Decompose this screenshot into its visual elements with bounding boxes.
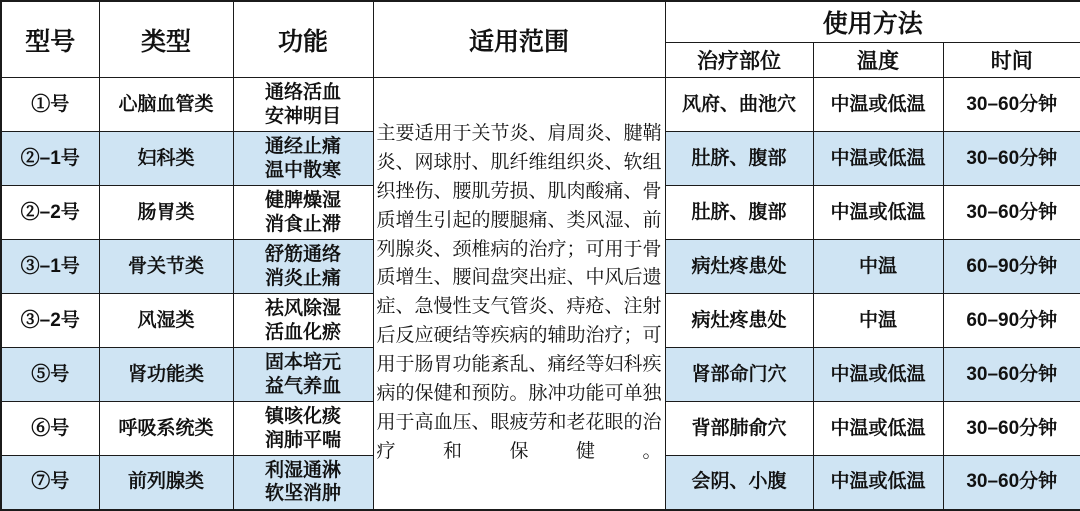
cell-function [233,456,373,510]
header-usage-time: 时间 [943,43,1080,78]
cell-part: 会阴、小腹 [665,456,813,510]
cell-time: 30–60分钟 [943,348,1080,402]
cell-temp: 中温或低温 [813,348,943,402]
cell-part: 肾部命门穴 [665,348,813,402]
cell-function-line2: 安神明目 [264,105,341,127]
cell-function-line2: 消炎止痛 [264,267,341,289]
cell-part: 背部肺俞穴 [665,402,813,456]
cell-type: 前列腺类 [99,456,233,510]
cell-function-line2: 消食止滞 [264,213,341,235]
cell-temp: 中温 [813,240,943,294]
cell-function [233,294,373,348]
cell-temp: 中温或低温 [813,456,943,510]
cell-scope: 主要适用于关节炎、肩周炎、腱鞘炎、网球肘、肌纤维组织炎、软组织挫伤、腰肌劳损、肌肉酸痛、骨质增生引起的腰腿痛、类风湿、前列腺炎、颈椎病的治疗；可用于骨质增生、腰间盘突出症、中风后遗症、急慢性支气管炎、痔疮、注射后反应硬结等疾病的辅助治疗；可用于肠胃功能紊乱、痛经等妇科疾病的保健和预防。脉冲功能可单独用于高血压、眼疲劳和老花眼的治疗和保健。 [373,78,665,510]
cell-function [233,186,373,240]
cell-type: 肠胃类 [99,186,233,240]
cell-time: 30–60分钟 [943,186,1080,240]
table-header [1,1,1080,78]
cell-model: ③–2号 [1,294,99,348]
cell-type: 妇科类 [99,132,233,186]
table-body [1,78,1080,510]
cell-model: ⑥号 [1,402,99,456]
header-usage-part: 治疗部位 [665,43,813,78]
cell-model: ③–1号 [1,240,99,294]
cell-time: 60–90分钟 [943,294,1080,348]
cell-function [233,240,373,294]
cell-function-line1: 固本培元 [264,351,341,373]
cell-function [233,402,373,456]
header-model: 型号 [1,1,99,78]
cell-function-line2: 润肺平喘 [264,429,341,451]
header-function: 功能 [233,1,373,78]
cell-part: 病灶疼患处 [665,294,813,348]
cell-function [233,348,373,402]
cell-type: 心脑血管类 [99,78,233,132]
header-usage: 使用方法 [665,1,1080,43]
cell-type: 骨关节类 [99,240,233,294]
cell-function-line2: 软坚消肿 [264,483,341,505]
cell-part: 肚脐、腹部 [665,186,813,240]
cell-function-line1: 健脾燥湿 [264,189,341,211]
header-type: 类型 [99,1,233,78]
cell-part: 病灶疼患处 [665,240,813,294]
cell-function-line1: 舒筋通络 [264,243,341,265]
header-scope: 适用范围 [373,1,665,78]
cell-time: 30–60分钟 [943,402,1080,456]
cell-model: ①号 [1,78,99,132]
cell-part: 风府、曲池穴 [665,78,813,132]
cell-temp: 中温或低温 [813,132,943,186]
cell-temp: 中温或低温 [813,186,943,240]
cell-time: 30–60分钟 [943,456,1080,510]
cell-function [233,78,373,132]
cell-function-line1: 镇咳化痰 [264,405,341,427]
cell-function-line1: 祛风除湿 [264,297,341,319]
cell-time: 30–60分钟 [943,78,1080,132]
cell-temp: 中温 [813,294,943,348]
cell-model: ⑤号 [1,348,99,402]
header-usage-temp: 温度 [813,43,943,78]
cell-function-line2: 益气养血 [264,375,341,397]
cell-function-line1: 通经止痛 [264,135,341,157]
cell-time: 60–90分钟 [943,240,1080,294]
cell-function-line2: 活血化瘀 [264,321,341,343]
table-row [1,78,1080,132]
cell-model: ⑦号 [1,456,99,510]
header-row-1 [1,1,1080,43]
cell-temp: 中温或低温 [813,402,943,456]
cell-time: 30–60分钟 [943,132,1080,186]
cell-type: 呼吸系统类 [99,402,233,456]
cell-type: 肾功能类 [99,348,233,402]
cell-model: ②–1号 [1,132,99,186]
cell-function-line1: 通络活血 [264,81,341,103]
cell-type: 风湿类 [99,294,233,348]
cell-temp: 中温或低温 [813,78,943,132]
cell-function-line1: 利湿通淋 [264,459,341,481]
cell-part: 肚脐、腹部 [665,132,813,186]
cell-function [233,132,373,186]
cell-function-line2: 温中散寒 [264,159,341,181]
cell-model: ②–2号 [1,186,99,240]
